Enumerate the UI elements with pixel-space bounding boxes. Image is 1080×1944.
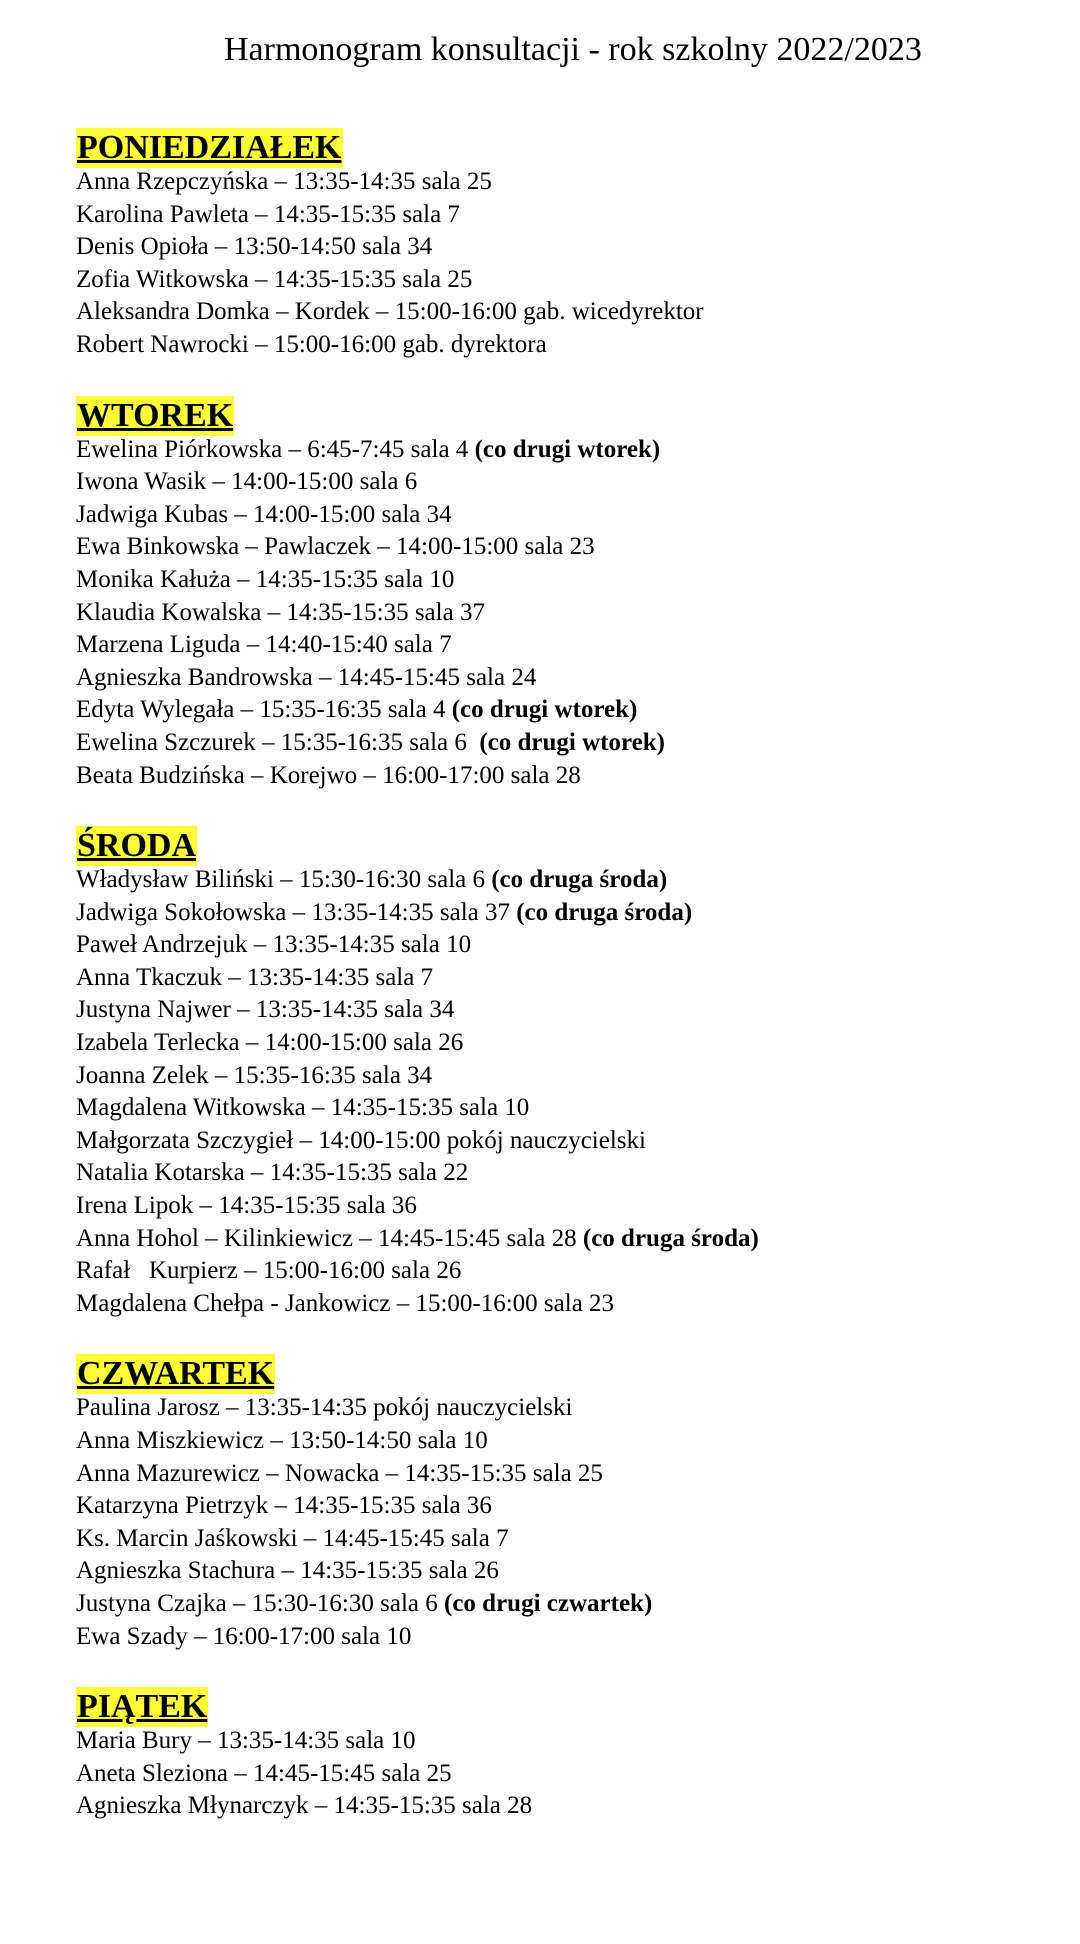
entry-text: Robert Nawrocki – 15:00-16:00 gab. dyrektora [76, 330, 547, 358]
entry-text: Ewelina Szczurek – 15:35-16:35 sala 6 [76, 728, 480, 756]
day-section [76, 396, 1056, 793]
day-section [76, 826, 1056, 1320]
consultation-entry [76, 166, 1056, 199]
consultation-entry [76, 897, 1056, 930]
day-heading: PIĄTEK [77, 1688, 208, 1726]
consultation-entry [76, 864, 1056, 897]
consultation-entry [76, 434, 1056, 467]
entry-note: (co druga środa) [491, 866, 668, 894]
consultation-entry [76, 1092, 1056, 1125]
consultation-entry [76, 1621, 1056, 1654]
entry-text: Ewa Szady – 16:00-17:00 sala 10 [76, 1622, 412, 1650]
entry-text: Katarzyna Pietrzyk – 14:35-15:35 sala 36 [76, 1492, 492, 1520]
consultation-entry [76, 1458, 1056, 1491]
entry-text: Agnieszka Stachura – 14:35-15:35 sala 26 [76, 1557, 499, 1585]
consultation-entry [76, 1790, 1056, 1823]
consultation-entry [76, 329, 1056, 362]
entry-note: (co druga środa) [582, 1224, 759, 1252]
entry-text: Marzena Liguda – 14:40-15:40 sala 7 [76, 631, 452, 659]
consultation-entry [76, 1758, 1056, 1791]
day-heading: WTOREK [77, 396, 234, 434]
consultation-entry [76, 296, 1056, 329]
entry-text: Edyta Wylegała – 15:35-16:35 sala 4 [76, 696, 452, 724]
entry-text: Denis Opioła – 13:50-14:50 sala 34 [76, 233, 433, 261]
consultation-entry [76, 1392, 1056, 1425]
entry-text: Anna Hohol – Kilinkiewicz – 14:45-15:45 sala 28 [76, 1224, 583, 1252]
consultation-entry [76, 531, 1056, 564]
entry-note: (co druga środa) [516, 898, 693, 926]
consultation-entry [76, 199, 1056, 232]
entry-text: Maria Bury – 13:35-14:35 sala 10 [76, 1727, 416, 1755]
entry-text: Monika Kałuża – 14:35-15:35 sala 10 [76, 565, 455, 593]
day-heading: ŚRODA [77, 827, 197, 865]
entry-text: Rafał Kurpierz – 15:00-16:00 sala 26 [76, 1257, 462, 1285]
entry-text: Aleksandra Domka – Kordek – 15:00-16:00 gab. wicedyrektor [76, 298, 704, 326]
entry-note: (co drugi czwartek) [444, 1589, 653, 1617]
consultation-entry [76, 231, 1056, 264]
consultation-entry [76, 662, 1056, 695]
entry-text: Zofia Witkowska – 14:35-15:35 sala 25 [76, 265, 473, 293]
consultation-entry [76, 1223, 1056, 1256]
document-title: Harmonogram konsultacji - rok szkolny 2022/2023 [224, 31, 922, 68]
consultation-entry [76, 1490, 1056, 1523]
entry-note: (co drugi wtorek) [479, 728, 665, 756]
entry-text: Agnieszka Bandrowska – 14:45-15:45 sala 24 [76, 663, 537, 691]
consultation-entry [76, 727, 1056, 760]
entry-text: Magdalena Witkowska – 14:35-15:35 sala 10 [76, 1094, 530, 1122]
day-section [76, 128, 1056, 362]
schedule-content [76, 128, 1056, 1857]
entry-text: Ewa Binkowska – Pawlaczek – 14:00-15:00 sala 23 [76, 533, 595, 561]
entry-text: Aneta Sleziona – 14:45-15:45 sala 25 [76, 1759, 452, 1787]
consultation-entry [76, 1125, 1056, 1158]
consultation-entry [76, 1725, 1056, 1758]
consultation-entry [76, 929, 1056, 962]
consultation-entry [76, 1060, 1056, 1093]
consultation-entry [76, 1425, 1056, 1458]
entry-text: Ks. Marcin Jaśkowski – 14:45-15:45 sala 7 [76, 1524, 509, 1552]
day-heading: PONIEDZIAŁEK [77, 129, 342, 166]
entry-text: Anna Mazurewicz – Nowacka – 14:35-15:35 sala 25 [76, 1459, 603, 1487]
entry-text: Anna Tkaczuk – 13:35-14:35 sala 7 [76, 963, 434, 991]
entry-text: Magdalena Chełpa - Jankowicz – 15:00-16:00 sala 23 [76, 1289, 615, 1317]
entry-text: Beata Budzińska – Korejwo – 16:00-17:00 sala 28 [76, 761, 581, 789]
entry-text: Izabela Terlecka – 14:00-15:00 sala 26 [76, 1029, 464, 1057]
consultation-entry [76, 1523, 1056, 1556]
entry-text: Anna Miszkiewicz – 13:50-14:50 sala 10 [76, 1427, 488, 1454]
consultation-entry [76, 1157, 1056, 1190]
consultation-entry [76, 962, 1056, 995]
entry-text: Klaudia Kowalska – 14:35-15:35 sala 37 [76, 598, 485, 626]
entry-text: Jadwiga Sokołowska – 13:35-14:35 sala 37 [76, 898, 517, 926]
entry-text: Justyna Czajka – 15:30-16:30 sala 6 [76, 1589, 444, 1617]
entry-text: Władysław Biliński – 15:30-16:30 sala 6 [76, 866, 492, 894]
entry-text: Agnieszka Młynarczyk – 14:35-15:35 sala 28 [76, 1792, 533, 1820]
entry-text: Karolina Pawleta – 14:35-15:35 sala 7 [76, 200, 460, 228]
consultation-entry [76, 499, 1056, 532]
entry-text: Justyna Najwer – 13:35-14:35 sala 34 [76, 996, 455, 1024]
consultation-entry [76, 1190, 1056, 1223]
entry-text: Natalia Kotarska – 14:35-15:35 sala 22 [76, 1159, 469, 1187]
day-section [76, 1354, 1056, 1653]
consultation-entry [76, 264, 1056, 297]
entry-note: (co drugi wtorek) [474, 435, 661, 463]
entry-note: (co drugi wtorek) [451, 696, 638, 724]
entry-text: Paulina Jarosz – 13:35-14:35 pokój nauczycielski [76, 1394, 573, 1422]
entry-text: Irena Lipok – 14:35-15:35 sala 36 [76, 1192, 417, 1220]
day-heading: CZWARTEK [77, 1355, 275, 1393]
entry-text: Joanna Zelek – 15:35-16:35 sala 34 [76, 1061, 433, 1089]
entry-text: Ewelina Piórkowska – 6:45-7:45 sala 4 [76, 435, 475, 463]
consultation-entry [76, 1288, 1056, 1321]
entry-text: Jadwiga Kubas – 14:00-15:00 sala 34 [76, 500, 452, 528]
consultation-entry [76, 466, 1056, 499]
consultation-entry [76, 760, 1056, 793]
entry-text: Paweł Andrzejuk – 13:35-14:35 sala 10 [76, 931, 472, 959]
entry-text: Małgorzata Szczygieł – 14:00-15:00 pokój nauczycielski [76, 1126, 646, 1154]
consultation-entry [76, 1555, 1056, 1588]
consultation-entry [76, 1588, 1056, 1621]
consultation-entry [76, 994, 1056, 1027]
consultation-entry [76, 597, 1056, 630]
consultation-entry [76, 694, 1056, 727]
entry-text: Anna Rzepczyńska – 13:35-14:35 sala 25 [76, 168, 492, 195]
consultation-entry [76, 629, 1056, 662]
consultation-entry [76, 1255, 1056, 1288]
consultation-entry [76, 564, 1056, 597]
entry-text: Iwona Wasik – 14:00-15:00 sala 6 [76, 468, 418, 496]
consultation-entry [76, 1027, 1056, 1060]
day-section [76, 1687, 1056, 1823]
